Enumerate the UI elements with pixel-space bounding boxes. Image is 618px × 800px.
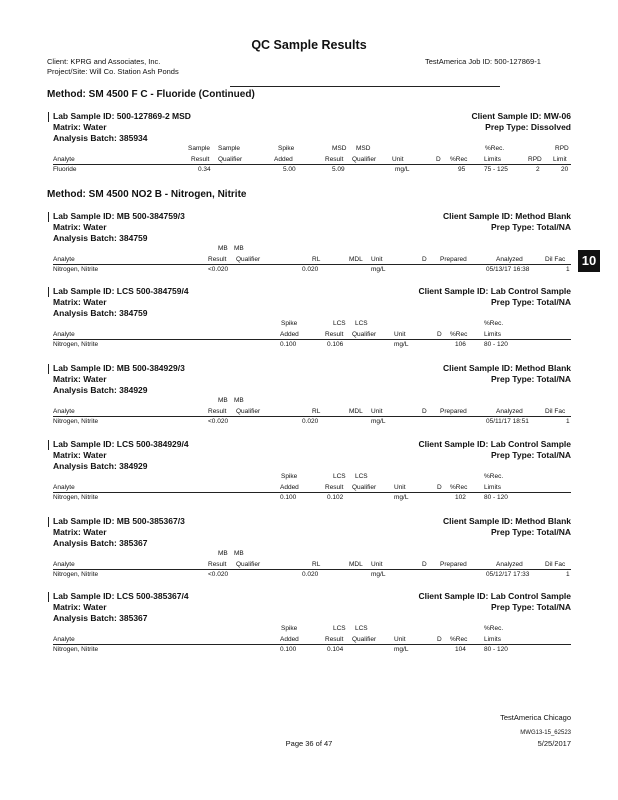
col-header: %Rec	[450, 484, 468, 491]
client-name: Client: KPRG and Associates, Inc.	[47, 57, 161, 66]
col-header: Result	[325, 636, 344, 643]
analysis-batch: Analysis Batch: 385367	[53, 538, 148, 548]
col-header: Qualifier	[236, 561, 261, 568]
cell-analyte: Nitrogen, Nitrite	[53, 418, 99, 425]
col-header: D	[436, 156, 441, 163]
method-heading-fluoride: Method: SM 4500 F C - Fluoride (Continued)	[47, 89, 255, 100]
cell-rl: 0.020	[302, 418, 319, 425]
col-header: Result	[191, 156, 210, 163]
col-header: Prepared	[440, 408, 467, 415]
col-header: Qualifier	[352, 636, 377, 643]
table-rule	[53, 264, 571, 265]
cell-result: 0.102	[327, 494, 344, 501]
section-tab[interactable]: 10	[578, 250, 600, 272]
header-top: LCS	[333, 625, 346, 632]
analysis-batch: Analysis Batch: 384929	[53, 385, 148, 395]
prep-type: Prep Type: Total/NA	[491, 527, 571, 537]
block-marker	[48, 212, 49, 222]
cell-unit: mg/L	[371, 266, 386, 273]
col-header: Limits	[484, 156, 501, 163]
header-top: LCS	[355, 625, 368, 632]
cell-analyzed: 05/11/17 18:51	[486, 418, 529, 425]
matrix: Matrix: Water	[53, 122, 107, 132]
header-top: Sample	[188, 145, 211, 152]
col-header: Unit	[371, 561, 383, 568]
cell-analyte: Nitrogen, Nitrite	[53, 646, 99, 653]
prep-type: Prep Type: Total/NA	[491, 450, 571, 460]
footer-code: MWG13-15_62523	[520, 730, 571, 736]
cell-result: 0.34	[198, 166, 211, 173]
col-header: Analyte	[53, 408, 75, 415]
block-marker	[48, 364, 49, 374]
col-header: Limits	[484, 636, 501, 643]
col-header: Result	[325, 484, 344, 491]
table-rule	[53, 164, 571, 165]
cell-added: 5.00	[283, 166, 296, 173]
cell-analyte: Fluoride	[53, 166, 77, 173]
col-header: D	[437, 331, 442, 338]
header-top: %Rec.	[484, 625, 504, 632]
cell-analyte: Nitrogen, Nitrite	[53, 266, 99, 273]
col-header: Limits	[484, 331, 501, 338]
lab-sample-id: Lab Sample ID: LCS 500-384929/4	[53, 439, 189, 449]
cell-analyte: Nitrogen, Nitrite	[53, 494, 99, 501]
col-header: RL	[312, 408, 321, 415]
header-top: %Rec.	[484, 473, 504, 480]
cell-rpd: 2	[536, 166, 540, 173]
col-header: Unit	[371, 408, 383, 415]
col-header: Result	[325, 331, 344, 338]
prep-type: Prep Type: Total/NA	[491, 222, 571, 232]
client-sample-id: Client Sample ID: Lab Control Sample	[418, 286, 571, 296]
col-header: %Rec	[450, 331, 468, 338]
client-sample-id: Client Sample ID: MW-06	[471, 111, 571, 121]
analysis-batch: Analysis Batch: 384759	[53, 233, 148, 243]
cell-unit: mg/L	[395, 166, 410, 173]
header-top: LCS	[333, 320, 346, 327]
lab-sample-id: Lab Sample ID: MB 500-385367/3	[53, 516, 185, 526]
cell-unit: mg/L	[371, 571, 386, 578]
cell-rec: 106	[455, 341, 466, 348]
col-header: Unit	[371, 256, 383, 263]
header-top: MB	[218, 245, 228, 252]
col-header: Added	[280, 331, 299, 338]
col-header: Added	[280, 484, 299, 491]
col-header: Dil Fac	[545, 561, 566, 568]
header-top: Spike	[278, 145, 295, 152]
footer-lab: TestAmerica Chicago	[500, 713, 571, 722]
col-header: Unit	[392, 156, 404, 163]
cell-rec: 102	[455, 494, 466, 501]
block-marker	[48, 517, 49, 527]
cell-unit: mg/L	[371, 418, 386, 425]
col-header: %Rec	[450, 156, 468, 163]
block-marker	[48, 592, 49, 602]
matrix: Matrix: Water	[53, 527, 107, 537]
cell-analyzed: 05/13/17 16:38	[486, 266, 530, 273]
cell-result: 0.106	[327, 341, 344, 348]
cell-result: 0.104	[327, 646, 344, 653]
col-header: Prepared	[440, 256, 467, 263]
cell-dil-fac: 1	[566, 266, 570, 273]
prep-type: Prep Type: Dissolved	[485, 122, 571, 132]
cell-unit: mg/L	[394, 494, 409, 501]
cell-added: 0.100	[280, 646, 297, 653]
client-sample-id: Client Sample ID: Method Blank	[443, 211, 571, 221]
col-header: MDL	[349, 256, 363, 263]
header-top: MB	[218, 550, 228, 557]
header-top: %Rec.	[484, 320, 504, 327]
table-rule	[53, 416, 571, 417]
header-top: MB	[234, 550, 244, 557]
col-header: Qualifier	[236, 408, 261, 415]
matrix: Matrix: Water	[53, 222, 107, 232]
col-header: Result	[208, 408, 227, 415]
client-sample-id: Client Sample ID: Lab Control Sample	[418, 439, 571, 449]
page-number: Page 36 of 47	[285, 739, 333, 748]
col-header: D	[422, 256, 427, 263]
col-header: D	[422, 408, 427, 415]
cell-rec: 104	[455, 646, 466, 653]
col-header: D	[422, 561, 427, 568]
cell-analyte: Nitrogen, Nitrite	[53, 571, 99, 578]
client-sample-id: Client Sample ID: Method Blank	[443, 516, 571, 526]
client-sample-id: Client Sample ID: Lab Control Sample	[418, 591, 571, 601]
table-rule	[53, 492, 571, 493]
cell-dil-fac: 1	[566, 571, 570, 578]
col-header: Unit	[394, 331, 406, 338]
cell-rl: 0.020	[302, 266, 319, 273]
lab-sample-id: Lab Sample ID: MB 500-384759/3	[53, 211, 185, 221]
col-header: Analyzed	[496, 408, 523, 415]
table-rule	[53, 339, 571, 340]
col-header: Analyzed	[496, 256, 523, 263]
header-top: MB	[218, 397, 228, 404]
project-site: Project/Site: Will Co. Station Ash Ponds	[47, 67, 179, 76]
header-top: MSD	[332, 145, 347, 152]
header-top: MB	[234, 245, 244, 252]
cell-result: <0.020	[208, 266, 229, 273]
col-header: Dil Fac	[545, 256, 566, 263]
col-header: RL	[312, 561, 321, 568]
lab-sample-id: Lab Sample ID: 500-127869-2 MSD	[53, 111, 191, 121]
col-header: Qualifier	[352, 484, 377, 491]
col-header: Limits	[484, 484, 501, 491]
cell-rec: 95	[458, 166, 466, 173]
col-header: Qualifier	[352, 331, 377, 338]
col-header: Analyte	[53, 561, 75, 568]
col-header: MDL	[349, 561, 363, 568]
cell-analyzed: 05/12/17 17:33	[486, 571, 530, 578]
matrix: Matrix: Water	[53, 297, 107, 307]
col-header: Analyte	[53, 331, 75, 338]
prep-type: Prep Type: Total/NA	[491, 297, 571, 307]
lab-sample-id: Lab Sample ID: MB 500-384929/3	[53, 363, 185, 373]
col-header: RL	[312, 256, 321, 263]
col-header: Limit	[553, 156, 567, 163]
col-header: Unit	[394, 636, 406, 643]
cell-limits: 75 - 125	[484, 166, 508, 173]
col-header: Qualifier	[218, 156, 243, 163]
block-marker	[48, 440, 49, 450]
cell-result: <0.020	[208, 571, 229, 578]
col-header: Analyte	[53, 256, 75, 263]
header-top: Spike	[281, 473, 298, 480]
lab-sample-id: Lab Sample ID: LCS 500-385367/4	[53, 591, 189, 601]
matrix: Matrix: Water	[53, 374, 107, 384]
header-top: Spike	[281, 320, 298, 327]
client-sample-id: Client Sample ID: Method Blank	[443, 363, 571, 373]
prep-type: Prep Type: Total/NA	[491, 374, 571, 384]
col-header: Qualifier	[352, 156, 377, 163]
col-header: Analyte	[53, 484, 75, 491]
job-id: TestAmerica Job ID: 500-127869-1	[425, 57, 541, 66]
cell-rpd-limit: 20	[561, 166, 569, 173]
col-header: Analyte	[53, 636, 75, 643]
cell-limits: 80 - 120	[484, 646, 508, 653]
header-top: MSD	[356, 145, 371, 152]
footer-date: 5/25/2017	[537, 739, 571, 748]
table-rule	[53, 569, 571, 570]
block-marker	[48, 112, 49, 122]
analysis-batch: Analysis Batch: 384759	[53, 308, 148, 318]
cell-limits: 80 - 120	[484, 494, 508, 501]
cell-added: 0.100	[280, 341, 297, 348]
col-header: D	[437, 484, 442, 491]
header-top: Spike	[281, 625, 298, 632]
cell-limits: 80 - 120	[484, 341, 508, 348]
analysis-batch: Analysis Batch: 385367	[53, 613, 148, 623]
matrix: Matrix: Water	[53, 450, 107, 460]
prep-type: Prep Type: Total/NA	[491, 602, 571, 612]
col-header: MDL	[349, 408, 363, 415]
cell-analyte: Nitrogen, Nitrite	[53, 341, 99, 348]
header-top: LCS	[355, 473, 368, 480]
header-top: RPD	[555, 145, 569, 152]
header-top: LCS	[355, 320, 368, 327]
analysis-batch: Analysis Batch: 384929	[53, 461, 148, 471]
analysis-batch: Analysis Batch: 385934	[53, 133, 148, 143]
header-top: Sample	[218, 145, 241, 152]
col-header: Prepared	[440, 561, 467, 568]
lab-sample-id: Lab Sample ID: LCS 500-384759/4	[53, 286, 189, 296]
col-header: RPD	[528, 156, 542, 163]
block-marker	[48, 287, 49, 297]
col-header: Result	[208, 256, 227, 263]
method-heading-nitrite: Method: SM 4500 NO2 B - Nitrogen, Nitrite	[47, 189, 247, 200]
col-header: Added	[280, 636, 299, 643]
cell-result: <0.020	[208, 418, 229, 425]
header-top: MB	[234, 397, 244, 404]
col-header: Qualifier	[236, 256, 261, 263]
col-header: Analyzed	[496, 561, 523, 568]
col-header: %Rec	[450, 636, 468, 643]
col-header: Dil Fac	[545, 408, 566, 415]
header-divider	[230, 86, 500, 87]
col-header: Result	[208, 561, 227, 568]
cell-dil-fac: 1	[566, 418, 570, 425]
cell-unit: mg/L	[394, 341, 409, 348]
cell-unit: mg/L	[394, 646, 409, 653]
header-top: LCS	[333, 473, 346, 480]
page-title: QC Sample Results	[251, 38, 367, 52]
col-header: Unit	[394, 484, 406, 491]
col-header: D	[437, 636, 442, 643]
table-rule	[53, 644, 571, 645]
header-top: %Rec.	[485, 145, 505, 152]
cell-added: 0.100	[280, 494, 297, 501]
cell-result: 5.09	[332, 166, 345, 173]
col-header: Added	[274, 156, 293, 163]
cell-rl: 0.020	[302, 571, 319, 578]
col-header: Result	[325, 156, 344, 163]
matrix: Matrix: Water	[53, 602, 107, 612]
col-header: Analyte	[53, 156, 75, 163]
